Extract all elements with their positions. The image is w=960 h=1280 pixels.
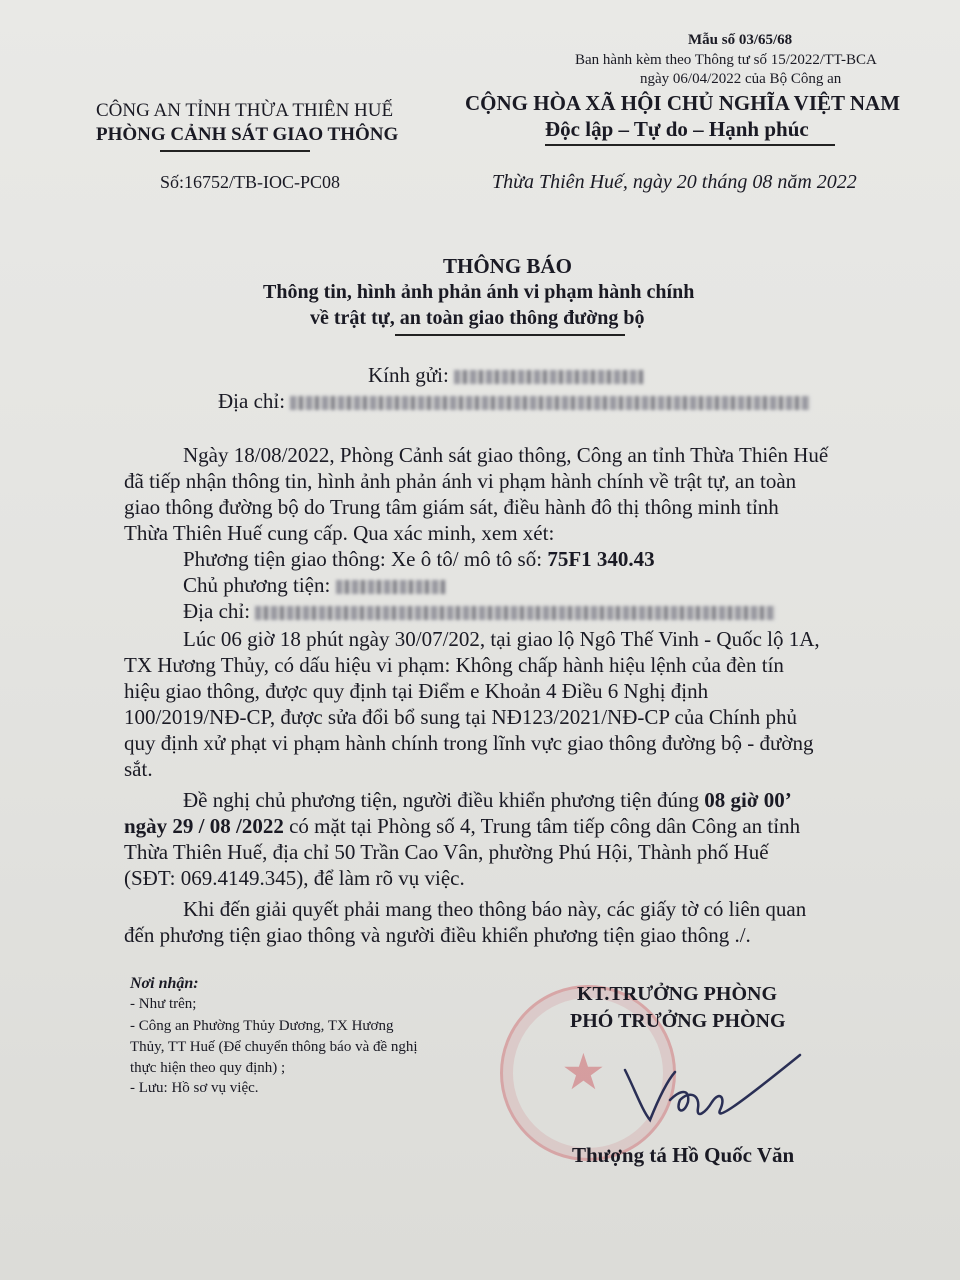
- signature-title-line2: PHÓ TRƯỞNG PHÒNG: [570, 1010, 786, 1032]
- form-issued-date: ngày 06/04/2022 của Bộ Công an: [640, 71, 842, 87]
- issuing-agency: CÔNG AN TỈNH THỪA THIÊN HUẾ: [96, 100, 394, 121]
- issuing-department: PHÒNG CẢNH SÁT GIAO THÔNG: [96, 124, 399, 145]
- owner-address-line: [183, 599, 775, 624]
- recipient-label: Kính gửi:: [368, 363, 449, 387]
- seal-star-icon: ★: [561, 1044, 606, 1100]
- nation-title: CỘNG HÒA XÃ HỘI CHỦ NGHĨA VIỆT NAM: [465, 91, 901, 115]
- body-p2-line1: Lúc 06 giờ 18 phút ngày 30/07/202, tại giao lộ Ngô Thế Vinh - Quốc lộ 1A,: [183, 627, 820, 651]
- notice-subtitle-line2: về trật tự, an toàn giao thông đường bộ: [310, 307, 645, 329]
- signature-title-line1: KT.TRƯỞNG PHÒNG: [577, 983, 777, 1005]
- body-p3-line1-text: Đề nghị chủ phương tiện, người điều khiển phương tiện đúng: [183, 788, 699, 812]
- body-p4-line2: đến phương tiện giao thông và người điều khiển phương tiện giao thông ./.: [124, 923, 751, 947]
- body-p2-line3: hiệu giao thông, được quy định tại Điểm e Khoản 4 Điều 6 Nghị định: [124, 679, 709, 703]
- body-p2-line5: quy định xử phạt vi phạm hành chính trong lĩnh vực giao thông đường bộ - đường: [124, 731, 814, 755]
- recipients-item2-line3: thực hiện theo quy định) ;: [130, 1060, 286, 1076]
- vehicle-line: [183, 547, 655, 572]
- owner-address-label: Địa chỉ:: [183, 599, 251, 623]
- motto-underline: [545, 144, 835, 146]
- redacted-owner-name: [336, 580, 446, 594]
- body-p3-line2: [124, 814, 800, 839]
- recipients-label: Nơi nhận:: [130, 975, 199, 992]
- handwritten-signature: [580, 1040, 820, 1130]
- notice-subtitle-line1: Thông tin, hình ảnh phản ánh vi phạm hành chính: [263, 281, 695, 303]
- redacted-recipient-name: [454, 370, 644, 384]
- notice-title: THÔNG BÁO: [443, 254, 572, 278]
- recipient-line: [368, 363, 644, 388]
- body-p3-line4: (SĐT: 069.4149.345), để làm rõ vụ việc.: [124, 866, 465, 890]
- recipients-item2-line2: Thủy, TT Huế (Để chuyển thông báo và đề nghị: [130, 1039, 418, 1055]
- form-number: Mẫu số 03/65/68: [688, 32, 793, 48]
- national-motto: Độc lập – Tự do – Hạnh phúc: [545, 117, 809, 141]
- subtitle-underline: [395, 334, 625, 336]
- recipient-address-line: [218, 389, 810, 414]
- body-p1-line4: Thừa Thiên Huế cung cấp. Qua xác minh, xem xét:: [124, 521, 555, 545]
- redacted-recipient-address: [290, 396, 810, 410]
- body-p2-line6: sắt.: [124, 757, 153, 781]
- recipient-address-label: Địa chỉ:: [218, 389, 286, 413]
- body-p3-line2-text: có mặt tại Phòng số 4, Trung tâm tiếp công dân Công an tỉnh: [289, 814, 801, 838]
- vehicle-label: Phương tiện giao thông: Xe ô tô/ mô tô số:: [183, 547, 543, 571]
- appointment-time: 08 giờ 00’: [704, 788, 792, 812]
- body-p3-line1: [183, 788, 792, 813]
- owner-label: Chủ phương tiện:: [183, 573, 331, 597]
- body-p2-line2: TX Hương Thủy, có dấu hiệu vi phạm: Không chấp hành hiệu lệnh của đèn tín: [124, 653, 784, 677]
- body-p1-line2: đã tiếp nhận thông tin, hình ảnh phản ánh vi phạm hành chính về trật tự, an toàn: [124, 469, 797, 493]
- signer-name: Thượng tá Hồ Quốc Văn: [572, 1143, 795, 1167]
- body-p4-line1: Khi đến giải quyết phải mang theo thông báo này, các giấy tờ có liên quan: [183, 897, 807, 921]
- vehicle-plate: 75F1 340.43: [547, 547, 655, 571]
- recipients-item3: - Lưu: Hồ sơ vụ việc.: [130, 1080, 259, 1096]
- body-p1-line1: Ngày 18/08/2022, Phòng Cảnh sát giao thông, Công an tỉnh Thừa Thiên Huế: [183, 443, 829, 467]
- body-p1-line3: giao thông đường bộ do Trung tâm giám sát, điều hành đô thị thông minh tỉnh: [124, 495, 779, 519]
- recipients-item2-line1: - Công an Phường Thủy Dương, TX Hương: [130, 1018, 394, 1034]
- body-p3-line3: Thừa Thiên Huế, địa chỉ 50 Trần Cao Vân, phường Phú Hội, Thành phố Huế: [124, 840, 769, 864]
- place-date: Thừa Thiên Huế, ngày 20 tháng 08 năm 2022: [492, 171, 857, 193]
- appointment-date: ngày 29 / 08 /2022: [124, 814, 284, 838]
- document-number: Số:16752/TB-IOC-PC08: [160, 172, 341, 192]
- recipients-item1: - Như trên;: [130, 996, 197, 1012]
- department-underline: [160, 150, 310, 152]
- form-issued-with: Ban hành kèm theo Thông tư số 15/2022/TT-BCA: [575, 52, 877, 68]
- owner-line: [183, 573, 446, 598]
- redacted-owner-address: [255, 606, 775, 620]
- body-p2-line4: 100/2019/NĐ-CP, được sửa đổi bổ sung tại NĐ123/2021/NĐ-CP của Chính phủ: [124, 705, 797, 729]
